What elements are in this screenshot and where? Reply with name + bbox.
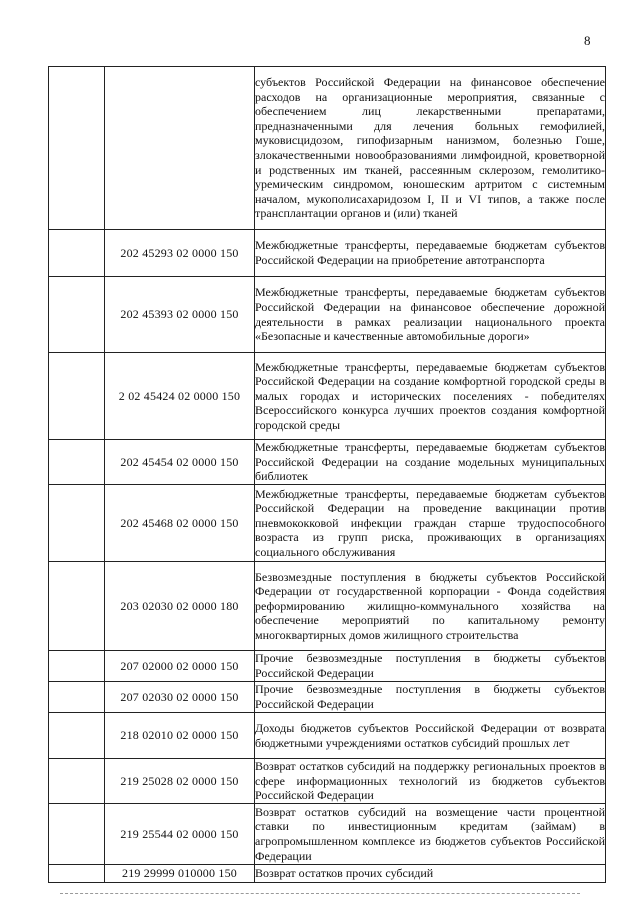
table-row: [49, 277, 606, 353]
description-cell: [255, 230, 606, 277]
description-text: Безвозмездные поступления в бюджеты субъектов Российской Федерации от государственной корпорации - Фонда содействия реформированию жилищно-коммунального хозяйства на обеспечение мероприятий по капитальному ремонту многоквартирных домов жилищного строительства: [255, 569, 605, 642]
empty-cell: [49, 682, 105, 713]
budget-code-cell: 202 45454 02 0000 150: [105, 440, 255, 485]
description-text: Прочие безвозмездные поступления в бюджеты субъектов Российской Федерации: [255, 651, 605, 680]
budget-code-cell: 202 45393 02 0000 150: [105, 277, 255, 353]
description-text: Прочие безвозмездные поступления в бюджеты субъектов Российской Федерации: [255, 682, 605, 711]
empty-cell: [49, 67, 105, 230]
page-number: 8: [584, 33, 591, 48]
description-cell: [255, 713, 606, 759]
budget-code-cell: 2 02 45424 02 0000 150: [105, 353, 255, 440]
budget-code-cell: 219 25544 02 0000 150: [105, 804, 255, 865]
description-cell: [255, 353, 606, 440]
description-cell: [255, 277, 606, 353]
budget-code-cell: 218 02010 02 0000 150: [105, 713, 255, 759]
description-cell: [255, 804, 606, 865]
description-text: Межбюджетные трансферты, передаваемые бюджетам субъектов Российской Федерации на приобретение автотранспорта: [255, 238, 605, 267]
description-text: Межбюджетные трансферты, передаваемые бюджетам субъектов Российской Федерации на создание модельных муниципальных библиотек: [255, 440, 605, 484]
description-text: субъектов Российской Федерации на финансовое обеспечение расходов на организационные мероприятия, связанные с обеспечением лиц лекарственными препаратами, предназначенными для лечения больных гемофилией, муковисцидозом, гипофизарным нанизмом, болезнью Гоше, злокачественными новообразованиями лимфоидной, кроветворной и родственных им тканей, рассеянным склерозом, гемолитико-уремическим синдромом, юношеским артритом с системным началом, мукополисахаридозом I, II и VI типов, а также после трансплантации органов и (или) тканей: [255, 75, 605, 221]
budget-code-cell: [105, 67, 255, 230]
description-cell: [255, 440, 606, 485]
empty-cell: [49, 865, 105, 883]
budget-code-cell: 202 45293 02 0000 150: [105, 230, 255, 277]
empty-cell: [49, 651, 105, 682]
empty-cell: [49, 485, 105, 562]
description-cell: [255, 865, 606, 883]
budget-code-table: [48, 66, 606, 883]
table-row: [49, 353, 606, 440]
table-row: [49, 759, 606, 804]
description-cell: [255, 651, 606, 682]
budget-code-cell: 219 25028 02 0000 150: [105, 759, 255, 804]
table-row: [49, 804, 606, 865]
description-cell: [255, 562, 606, 651]
budget-code-cell: 207 02000 02 0000 150: [105, 651, 255, 682]
table-row: [49, 865, 606, 883]
table-row: [49, 485, 606, 562]
empty-cell: [49, 440, 105, 485]
budget-code-cell: 202 45468 02 0000 150: [105, 485, 255, 562]
description-cell: [255, 485, 606, 562]
empty-cell: [49, 353, 105, 440]
description-cell: [255, 682, 606, 713]
table-row: [49, 651, 606, 682]
budget-code-cell: 203 02030 02 0000 180: [105, 562, 255, 651]
description-text: Межбюджетные трансферты, передаваемые бюджетам субъектов Российской Федерации на создание комфортной городской среды в малых городах и исторических поселениях - победителях Всероссийского конкурса лучших проектов создания комфортной городской среды: [255, 359, 605, 432]
empty-cell: [49, 759, 105, 804]
table-row: [49, 562, 606, 651]
empty-cell: [49, 277, 105, 353]
table-row: [49, 67, 606, 230]
empty-cell: [49, 713, 105, 759]
budget-code-cell: 219 29999 010000 150: [105, 865, 255, 883]
empty-cell: [49, 562, 105, 651]
empty-cell: [49, 804, 105, 865]
description-text: Межбюджетные трансферты, передаваемые бюджетам субъектов Российской Федерации на финансовое обеспечение дорожной деятельности в рамках реализации национального проекта «Безопасные и качественные автомобильные дороги»: [255, 285, 605, 344]
table-row: [49, 713, 606, 759]
description-text: Возврат остатков субсидий на возмещение части процентной ставки по инвестиционным кредитам (займам) в агропромышленном комплексе из бюджетов субъектов Российской Федерации: [255, 804, 605, 863]
table-row: [49, 440, 606, 485]
description-text: Межбюджетные трансферты, передаваемые бюджетам субъектов Российской Федерации на проведение вакцинации против пневмококковой инфекции граждан старше трудоспособного возраста из групп риска, проживающих в организациях социального обслуживания: [255, 486, 605, 559]
description-text: Возврат остатков субсидий на поддержку региональных проектов в сфере информационных технологий из бюджетов субъектов Российской Федерации: [255, 759, 605, 803]
table-row: [49, 230, 606, 277]
description-text: Доходы бюджетов субъектов Российской Федерации от возврата бюджетными учреждениями остатков субсидий прошлых лет: [255, 720, 605, 750]
table-row: [49, 682, 606, 713]
scan-edge-line: [60, 893, 580, 894]
description-cell: [255, 67, 606, 230]
description-text: Возврат остатков прочих субсидий: [255, 866, 434, 881]
empty-cell: [49, 230, 105, 277]
budget-code-cell: 207 02030 02 0000 150: [105, 682, 255, 713]
description-cell: [255, 759, 606, 804]
